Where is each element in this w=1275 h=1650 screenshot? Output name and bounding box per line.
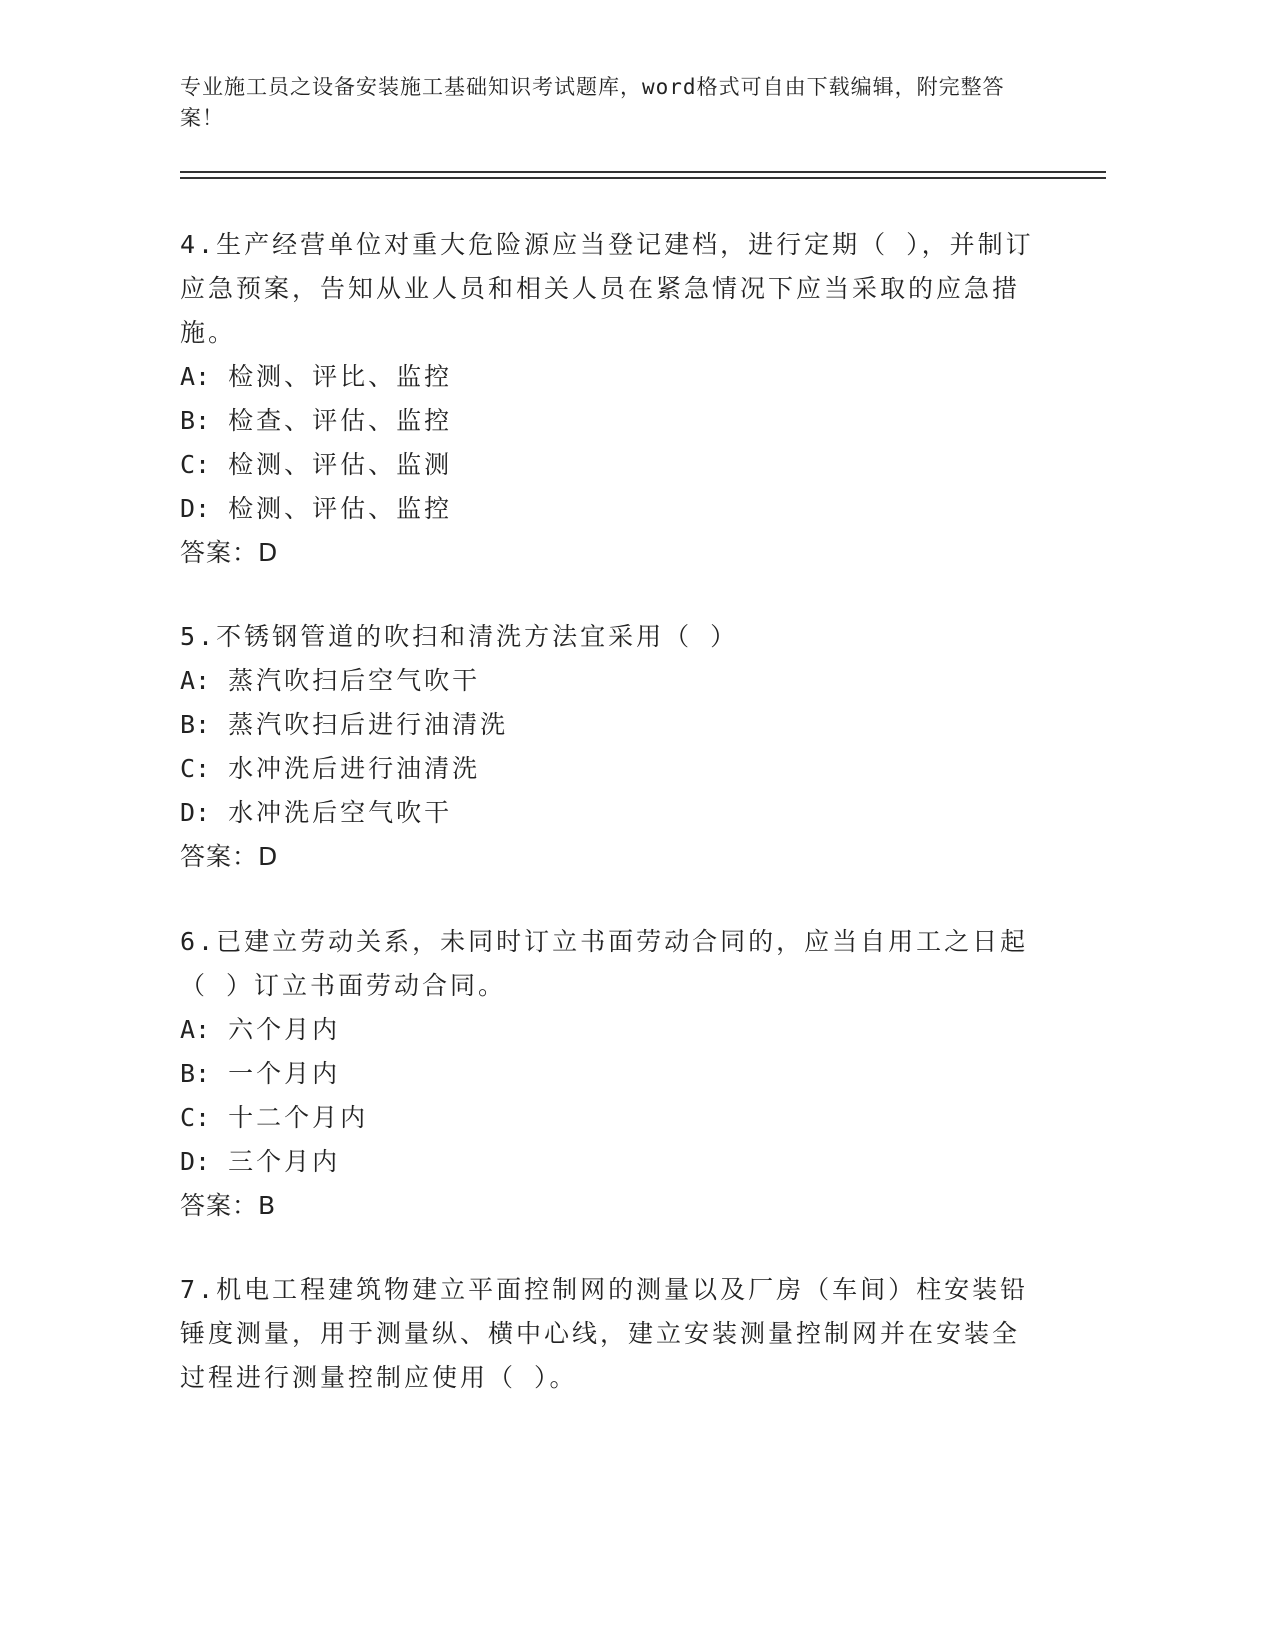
header-divider-bottom [180, 177, 1106, 179]
question-text: 6.已建立劳动关系，未同时订立书面劳动合同的，应当自用工之日起（ ）订立书面劳动合同。 [180, 927, 1029, 1000]
option-letter: C: [180, 450, 211, 479]
option-text: 检查、评估、监控 [228, 406, 453, 435]
question-7 [180, 1268, 1040, 1400]
option-d [180, 487, 1040, 531]
option-text: 水冲洗后进行油清洗 [228, 754, 481, 783]
question-text: 5.不锈钢管道的吹扫和清洗方法宜采用（ ） [180, 622, 739, 651]
option-letter: B: [180, 1059, 211, 1088]
option-text: 检测、评估、监控 [228, 494, 453, 523]
option-b [180, 399, 1040, 443]
option-text: 六个月内 [228, 1015, 341, 1044]
option-text: 检测、评估、监测 [228, 450, 453, 479]
question-text: 7.机电工程建筑物建立平面控制网的测量以及厂房（车间）柱安装铅锤度测量，用于测量纵、横中心线，建立安装测量控制网并在安装全过程进行测量控制应使用（ ）。 [180, 1275, 1029, 1392]
option-b [180, 703, 1040, 747]
option-text: 十二个月内 [228, 1103, 369, 1132]
option-text: 蒸汽吹扫后进行油清洗 [228, 710, 509, 739]
option-letter: A: [180, 1015, 211, 1044]
option-text: 蒸汽吹扫后空气吹干 [228, 666, 481, 695]
option-text: 一个月内 [228, 1059, 341, 1088]
option-letter: D: [180, 1147, 211, 1176]
option-text: 水冲洗后空气吹干 [228, 798, 453, 827]
option-a [180, 355, 1040, 399]
option-letter: B: [180, 406, 211, 435]
answer-line: 答案：D [180, 842, 279, 871]
option-letter: D: [180, 798, 211, 827]
header-divider-top [180, 171, 1106, 173]
option-text: 检测、评比、监控 [228, 362, 453, 391]
option-letter: B: [180, 710, 211, 739]
answer-line: 答案：D [180, 538, 279, 567]
option-letter: A: [180, 666, 211, 695]
option-letter: C: [180, 754, 211, 783]
document-header: 专业施工员之设备安装施工基础知识考试题库，word格式可自由下载编辑，附完整答案！ [180, 75, 1005, 130]
option-letter: C: [180, 1103, 211, 1132]
question-4 [180, 223, 1040, 575]
option-letter: A: [180, 362, 211, 391]
option-c [180, 443, 1040, 487]
question-text: 4.生产经营单位对重大危险源应当登记建档，进行定期（ ），并制订应急预案，告知从业人员和相关人员在紧急情况下应当采取的应急措施。 [180, 230, 1034, 347]
option-c [180, 747, 1040, 791]
option-a [180, 659, 1040, 703]
option-d [180, 1140, 1040, 1184]
question-6 [180, 920, 1040, 1228]
question-5 [180, 615, 1040, 879]
option-b [180, 1052, 1040, 1096]
option-text: 三个月内 [228, 1147, 341, 1176]
option-letter: D: [180, 494, 211, 523]
answer-line: 答案：B [180, 1191, 277, 1220]
option-a [180, 1008, 1040, 1052]
option-c [180, 1096, 1040, 1140]
option-d [180, 791, 1040, 835]
